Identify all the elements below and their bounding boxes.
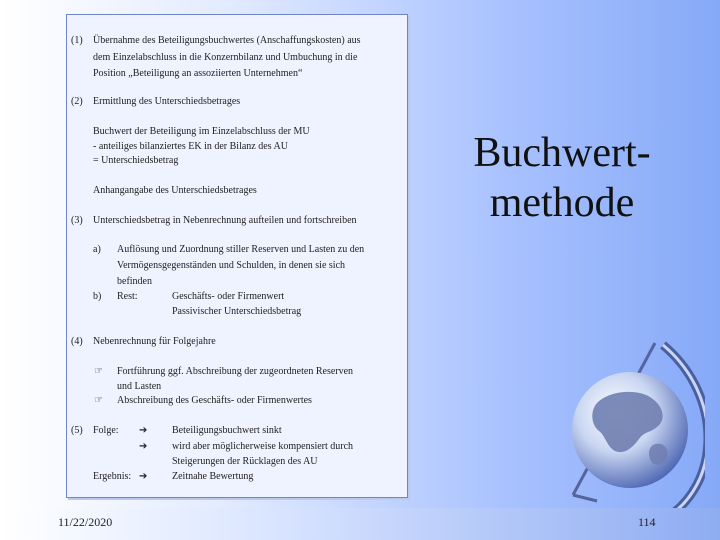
globe-icon — [555, 335, 705, 525]
section-4-number: (4) — [71, 336, 83, 347]
item-2-line: Abschreibung des Geschäfts- oder Firmenwertes — [117, 395, 312, 406]
consequence-line-2: wird aber möglicherweise kompensiert durch — [172, 441, 354, 452]
consequence-line-3: Steigerungen der Rücklagen des AU — [172, 456, 318, 467]
arrow-right-icon: ➔ — [139, 471, 148, 482]
item-a-marker: a) — [93, 244, 101, 255]
slide-title-line-1: Buchwert- — [473, 130, 651, 176]
pointing-hand-icon: ☞ — [94, 366, 103, 377]
item-a-line-3: befinden — [117, 276, 152, 287]
item-b-line-1: Geschäfts- oder Firmenwert — [172, 291, 285, 302]
book-value-line: Buchwert der Beteiligung im Einzelabschluss der MU — [93, 126, 310, 137]
consequence-line-1: Beteiligungsbuchwert sinkt — [172, 425, 282, 436]
item-1-line-1: Fortführung ggf. Abschreibung der zugeordneten Reserven — [117, 366, 354, 377]
section-1-line-2: dem Einzelabschluss in die Konzernbilanz und Umbuchung in die — [93, 52, 358, 63]
item-a-line-1: Auflösung und Zuordnung stiller Reserven und Lasten zu den — [117, 244, 365, 255]
page-number: 114 — [638, 515, 656, 529]
section-1-number: (1) — [71, 35, 83, 46]
result-text: Zeitnahe Bewertung — [172, 471, 254, 482]
section-2-title: Ermittlung des Unterschiedsbetrages — [93, 96, 241, 107]
difference-line: = Unterschiedsbetrag — [93, 155, 179, 166]
section-1-line-1: Übernahme des Beteiligungsbuchwertes (Anschaffungskosten) aus — [93, 35, 361, 46]
item-a-line-2: Vermögensgegenständen und Schulden, in denen sie sich — [117, 260, 346, 271]
pointing-hand-icon: ☞ — [94, 395, 103, 406]
section-4-title: Nebenrechnung für Folgejahre — [93, 336, 216, 347]
section-1-line-3: Position „Beteiligung an assoziierten Unternehmen“ — [93, 68, 303, 79]
item-1-line-2: und Lasten — [117, 381, 162, 392]
section-5-number: (5) — [71, 425, 83, 436]
slide-title — [462, 128, 662, 228]
item-b-marker: b) — [93, 291, 102, 302]
footer-date: 11/22/2020 — [58, 515, 113, 529]
result-label: Ergebnis: — [93, 471, 132, 482]
appendix-note: Anhangangabe des Unterschiedsbetrages — [93, 185, 257, 196]
item-b-line-2: Passivischer Unterschiedsbetrag — [172, 306, 302, 317]
content-panel — [66, 14, 408, 498]
arrow-right-icon: ➔ — [139, 441, 148, 452]
item-b-rest-label: Rest: — [117, 291, 138, 302]
section-3-title: Unterschiedsbetrag in Nebenrechnung aufteilen und fortschreiben — [93, 215, 357, 226]
section-2-number: (2) — [71, 96, 83, 107]
section-3-number: (3) — [71, 215, 83, 226]
arrow-right-icon: ➔ — [139, 425, 148, 436]
equity-share-line: - anteiliges bilanziertes EK in der Bilanz des AU — [93, 141, 288, 152]
consequence-label: Folge: — [93, 425, 119, 436]
slide-title-line-2: methode — [489, 180, 635, 226]
